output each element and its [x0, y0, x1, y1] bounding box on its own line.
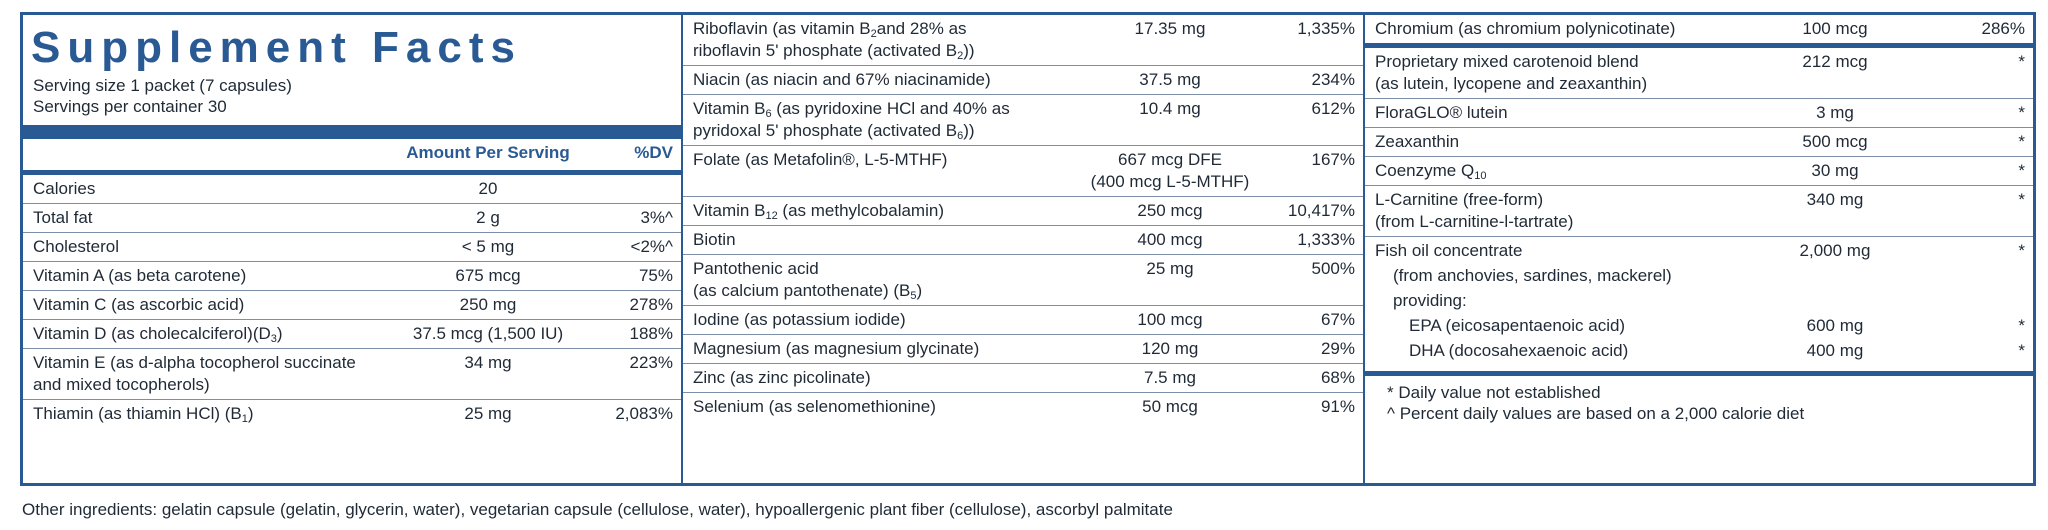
nutrient-amount: 25 mg	[1146, 259, 1194, 278]
nutrient-name: Niacin (as niacin and 67% niacinamide)	[693, 70, 991, 89]
nutrient-amount: 37.5 mcg (1,500 IU)	[412, 324, 564, 343]
nutrient-name: Thiamin (as thiamin HCl) $(B_1)$	[33, 404, 254, 425]
column-2	[683, 15, 1365, 483]
nutrient-dv: 234%	[1311, 70, 1355, 89]
nutrient-dv: *	[2018, 132, 2025, 151]
nutrient-row	[683, 226, 1363, 254]
nutrient-row	[1365, 237, 2033, 265]
nutrient-name: Zeaxanthin	[1375, 132, 1460, 151]
nutrient-name: Zinc (as zinc picolinate)	[693, 368, 871, 387]
nutrient-amount: 2,000 mg	[1799, 241, 1871, 260]
nutrient-name: Fish oil concentrate	[1375, 241, 1523, 260]
nutrient-amount: 600 mg	[1806, 316, 1864, 335]
nutrient-dv: *	[2018, 161, 2025, 180]
fish-oil-providing: providing:	[1393, 291, 1467, 310]
nutrient-name: Riboflavin (as vitamin $B_2and$ 28% as riboflavin 5' phosphate (activated $B_2$))	[693, 19, 975, 62]
amount-header: Amount Per Serving	[406, 143, 570, 162]
column-1	[23, 15, 683, 483]
nutrient-row	[1365, 99, 2033, 127]
nutrient-amount: 250 mg	[459, 295, 517, 314]
nutrient-name: EPA (eicosapentaenoic acid)	[1409, 316, 1626, 335]
nutrient-amount: 50 mcg	[1142, 397, 1198, 416]
footnotes	[1365, 376, 2033, 424]
nutrient-dv: 67%	[1320, 310, 1355, 329]
nutrient-row	[1365, 48, 2033, 98]
nutrient-name: FloraGLO® lutein	[1375, 103, 1508, 122]
nutrient-amount: 3 mg	[1816, 103, 1854, 122]
nutrient-list-2	[683, 15, 1363, 421]
other-ingredients: Other ingredients: gelatin capsule (gelatin, glycerin, water), vegetarian capsule (cellulose, water), hypoallergenic plant fiber (cellulose), ascorbyl palmitate	[22, 500, 1173, 519]
nutrient-name: Vitamin D (as $cholecalciferol)(D_3)$	[33, 324, 283, 345]
nutrient-dv: 68%	[1320, 368, 1355, 387]
nutrient-dv	[588, 178, 681, 200]
nutrient-row	[1365, 128, 2033, 156]
nutrient-row	[683, 255, 1363, 305]
nutrient-name: Coenzyme $Q_{10}$	[1375, 161, 1487, 182]
fish-oil-source: (from anchovies, sardines, mackerel)	[1393, 266, 1672, 285]
nutrient-dv: 167%	[1311, 150, 1355, 169]
nutrient-amount: 17.35 mg	[1134, 19, 1206, 38]
nutrient-name: Proprietary mixed carotenoid blend (as lutein, lycopene and zeaxanthin)	[1375, 52, 1648, 93]
nutrient-dv: 612%	[1311, 99, 1355, 118]
fish-oil-details	[1365, 265, 2033, 365]
nutrient-dv: 10,417%	[1287, 201, 1355, 220]
nutrient-row	[683, 66, 1363, 94]
nutrient-dv: 1,335%	[1297, 19, 1355, 38]
column-3	[1365, 15, 2033, 483]
nutrient-dv: 1,333%	[1297, 230, 1355, 249]
nutrient-amount: 500 mcg	[1802, 132, 1868, 151]
nutrient-name: Cholesterol	[33, 237, 119, 256]
nutrient-row	[683, 335, 1363, 363]
nutrient-name: Vitamin $B_{12}$ (as methylcobalamin)	[693, 201, 944, 222]
nutrient-name: Vitamin $B_6$ (as pyridoxine HCl and 40% as pyridoxal 5' phosphate (activated $B_6$))	[693, 99, 1010, 142]
nutrient-row	[1365, 15, 2033, 43]
nutrient-dv: *	[2018, 241, 2025, 260]
nutrient-amount: 120 mg	[1141, 339, 1199, 358]
nutrient-amount: 340 mg	[1806, 190, 1864, 209]
nutrient-dv: 286%	[1981, 19, 2025, 38]
nutrient-amount: 400 mcg	[1137, 230, 1203, 249]
nutrient-list-1	[23, 175, 681, 428]
nutrient-name: Iodine (as potassium iodide)	[693, 310, 906, 329]
nutrient-amount: 25 mg	[464, 404, 512, 423]
nutrient-name: Vitamin C (as ascorbic acid)	[33, 295, 245, 314]
nutrient-row	[23, 233, 681, 261]
subscript: 1	[241, 413, 248, 425]
nutrient-row	[683, 95, 1363, 145]
nutrient-list-3	[1365, 15, 2033, 265]
epa-row	[1365, 315, 2033, 340]
nutrient-name: Selenium (as selenomethionine)	[693, 397, 936, 416]
nutrient-amount: 675 mcg	[455, 266, 521, 285]
nutrient-row	[23, 262, 681, 290]
nutrient-row	[683, 146, 1363, 196]
nutrient-dv: 223%	[629, 353, 673, 372]
nutrient-amount: 100 mcg	[1802, 19, 1868, 38]
nutrient-amount: 400 mg	[1806, 341, 1864, 360]
footnote-caret: ^ Percent daily values are based on a 2,000 calorie diet	[1387, 404, 1805, 423]
nutrient-row	[23, 175, 681, 203]
nutrient-dv: *	[2018, 190, 2025, 209]
nutrient-name: Pantothenic acid (as calcium pantothenate) $(B_5)$	[693, 259, 923, 302]
header-band	[23, 125, 681, 139]
nutrient-amount: 37.5 mg	[1139, 70, 1201, 89]
nutrient-name: Folate (as Metafolin®, L-5-MTHF)	[693, 150, 948, 169]
nutrient-dv: 500%	[1311, 259, 1355, 278]
supplement-facts-panel	[20, 12, 2036, 486]
nutrient-row	[23, 291, 681, 319]
table-header	[23, 139, 681, 167]
nutrient-amount: 30 mg	[1811, 161, 1859, 180]
footnote-asterisk: * Daily value not established	[1387, 383, 1601, 402]
nutrient-dv: 29%	[1320, 339, 1355, 358]
nutrient-name: L-Carnitine (free-form) (from L-carnitine-l-tartrate)	[1375, 190, 1574, 231]
nutrient-name: Biotin	[693, 230, 736, 249]
nutrient-name: Vitamin E (as d-alpha tocopherol succinate and mixed tocopherols)	[33, 353, 356, 394]
nutrient-amount: 212 mcg	[1802, 52, 1868, 71]
nutrient-name: Calories	[33, 179, 96, 198]
nutrient-dv: *	[2018, 52, 2025, 71]
nutrient-amount: 100 mcg	[1137, 310, 1203, 329]
dha-row	[1365, 340, 2033, 365]
nutrient-row	[23, 349, 681, 399]
nutrient-amount: 10.4 mg	[1139, 99, 1201, 118]
nutrient-dv: *	[2018, 316, 2025, 335]
nutrient-amount: 34 mg	[464, 353, 512, 372]
nutrient-row	[683, 15, 1363, 65]
nutrient-name: Vitamin A (as beta carotene)	[33, 266, 247, 285]
nutrient-amount: 7.5 mg	[1144, 368, 1196, 387]
nutrient-dv: 2,083%	[615, 404, 673, 423]
nutrient-row	[683, 364, 1363, 392]
nutrient-dv: 91%	[1320, 397, 1355, 416]
nutrient-dv: *	[2018, 103, 2025, 122]
serving-size: Serving size 1 packet (7 capsules)	[33, 76, 292, 95]
nutrient-dv: <2%^	[630, 237, 673, 256]
subscript: 10	[1474, 170, 1487, 182]
nutrient-row	[683, 306, 1363, 334]
nutrient-amount: 250 mcg	[1137, 201, 1203, 220]
nutrient-row	[23, 400, 681, 428]
nutrient-row	[1365, 157, 2033, 185]
nutrient-amount: 20	[478, 179, 498, 198]
nutrient-name: Total fat	[33, 208, 93, 227]
nutrient-row	[23, 320, 681, 348]
subscript: 3	[270, 333, 277, 345]
nutrient-name: DHA (docosahexaenoic acid)	[1409, 341, 1629, 360]
nutrient-row	[683, 393, 1363, 421]
nutrient-dv: 188%	[629, 324, 673, 343]
nutrient-dv: 75%	[638, 266, 673, 285]
nutrient-name: Magnesium (as magnesium glycinate)	[693, 339, 980, 358]
nutrient-amount: 2 g	[476, 208, 500, 227]
nutrient-dv: 278%	[629, 295, 673, 314]
panel-title: Supplement Facts	[31, 23, 522, 72]
nutrient-amount: < 5 mg	[461, 237, 515, 256]
nutrient-row	[23, 204, 681, 232]
nutrient-row	[1365, 186, 2033, 236]
servings-per-container: Servings per container 30	[33, 97, 227, 116]
nutrient-name: Chromium (as chromium polynicotinate)	[1375, 19, 1676, 38]
nutrient-row	[683, 197, 1363, 225]
nutrient-dv: *	[2018, 341, 2025, 360]
dv-header: %DV	[634, 143, 673, 162]
nutrient-dv: 3%^	[640, 208, 673, 227]
nutrient-amount: 667 mcg DFE (400 mcg L-5-MTHF)	[1090, 150, 1250, 191]
